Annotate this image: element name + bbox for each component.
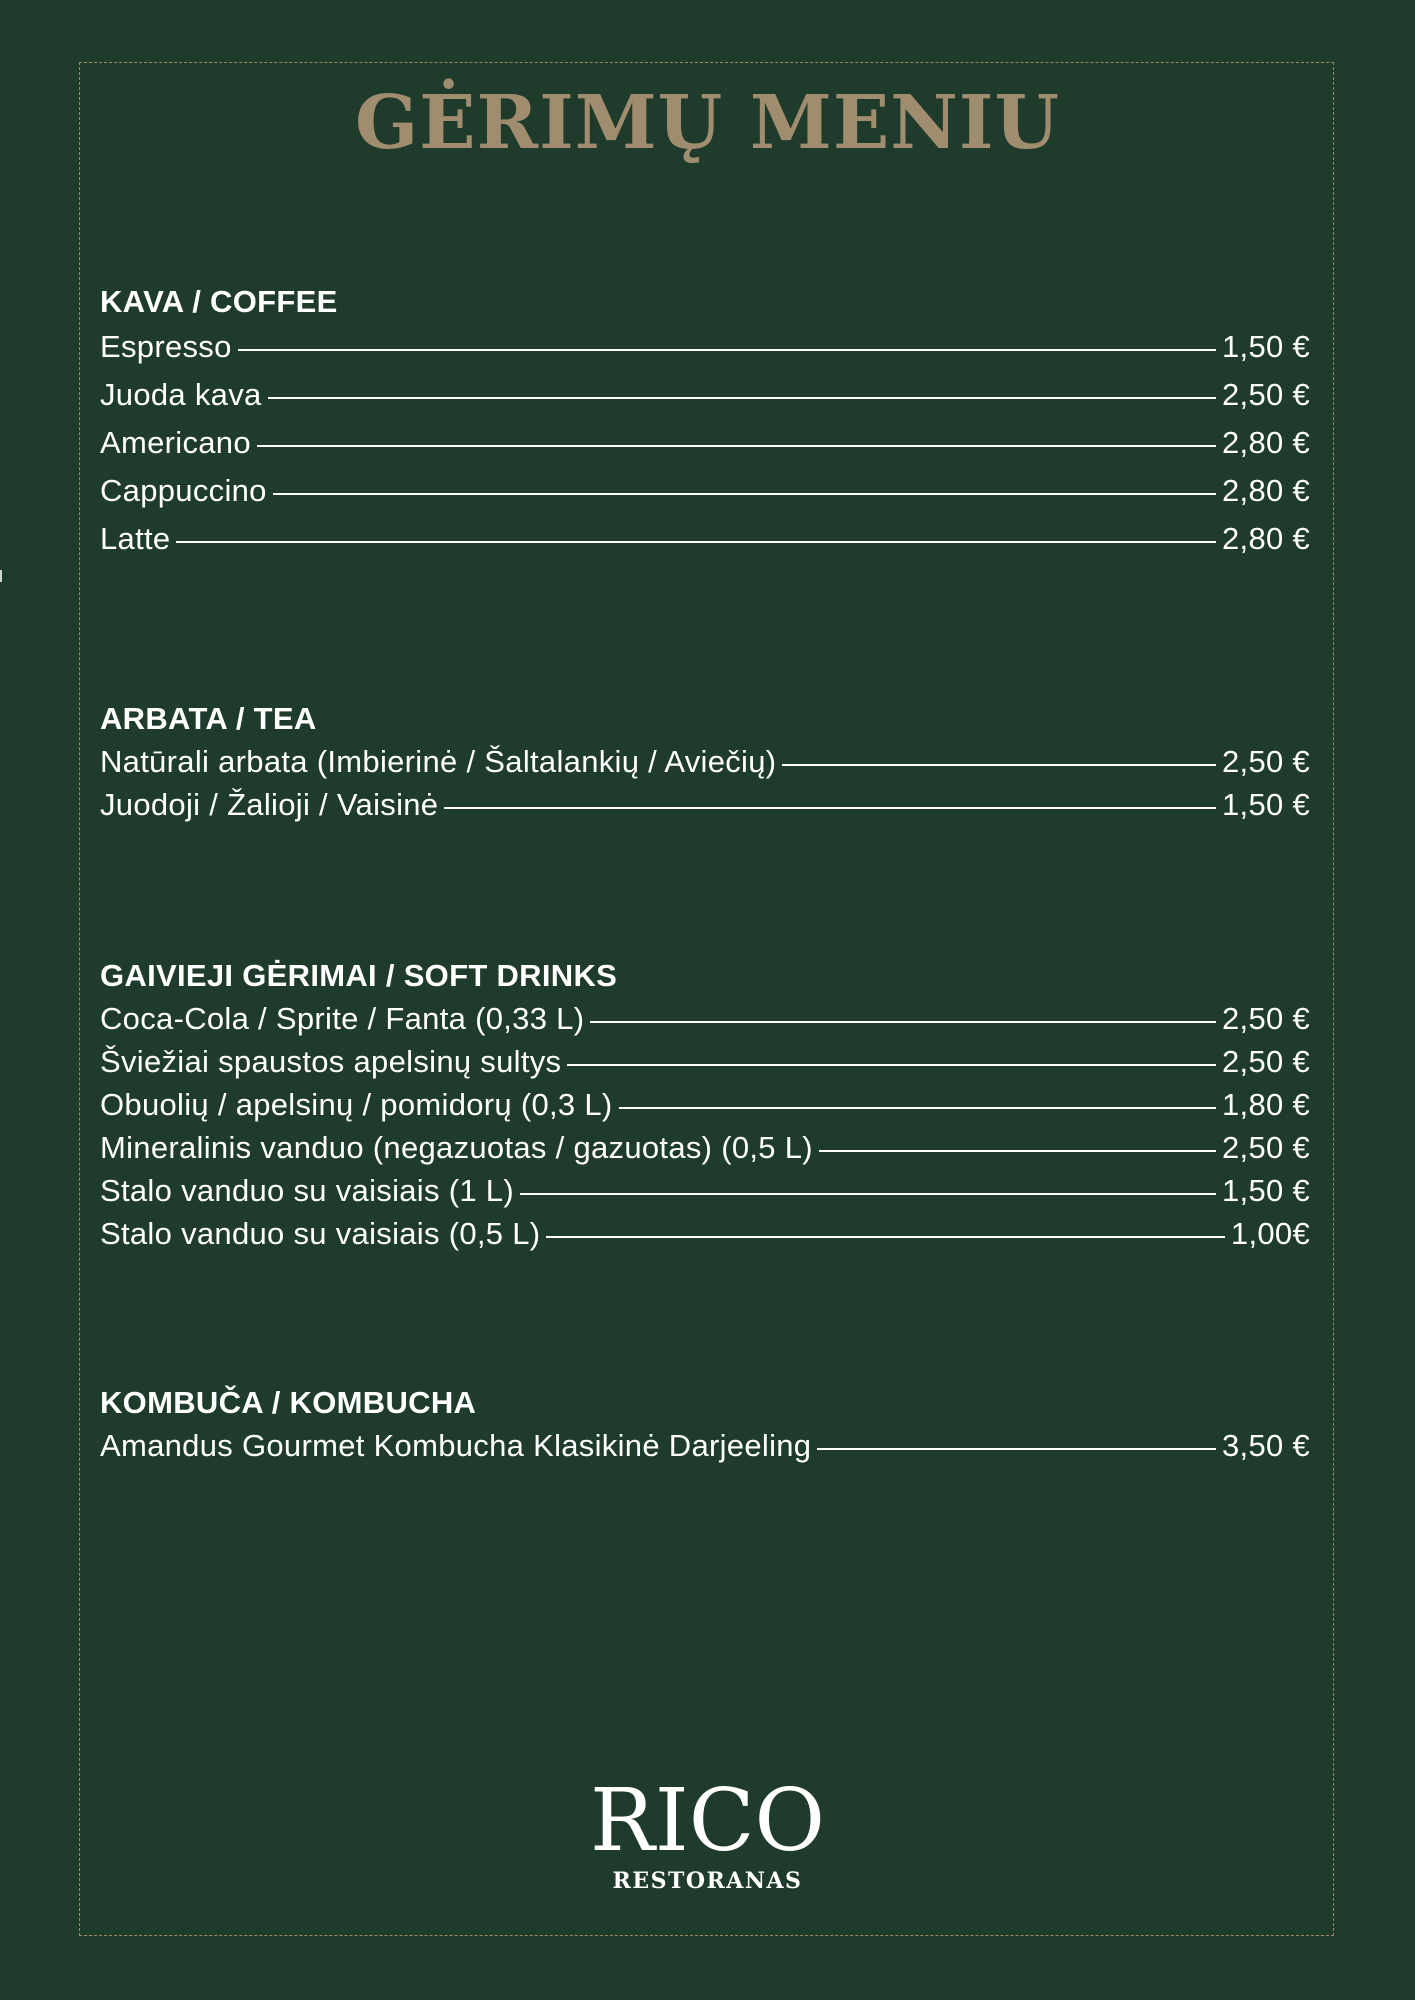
leader-line (273, 493, 1216, 495)
item-price: 1,80 € (1222, 1087, 1310, 1122)
menu-item (100, 783, 1310, 826)
item-price: 2,80 € (1222, 521, 1310, 556)
item-name: Cappuccino (100, 473, 267, 508)
menu-item (100, 515, 1310, 563)
section-soft-drinks (100, 955, 1310, 1255)
leader-line (619, 1107, 1216, 1109)
item-price: 1,00€ (1230, 1216, 1310, 1251)
leader-line (176, 541, 1216, 543)
item-name: Espresso (100, 329, 232, 364)
menu-item (100, 1083, 1310, 1126)
menu-item (100, 1169, 1310, 1212)
leader-line (590, 1021, 1216, 1023)
item-price: 1,50 € (1222, 329, 1310, 364)
item-price: 2,50 € (1222, 1130, 1310, 1165)
menu-item (100, 1212, 1310, 1255)
leader-line (567, 1064, 1216, 1066)
section-kombucha (100, 1382, 1310, 1467)
item-name: Americano (100, 425, 251, 460)
item-name: Šviežiai spaustos apelsinų sultys (100, 1044, 562, 1079)
menu-title: GĖRIMŲ MENIU (354, 80, 1061, 166)
edge-mark (0, 570, 5, 582)
item-name: Mineralinis vanduo (negazuotas / gazuotas) (0,5 L) (100, 1130, 813, 1165)
menu-item (100, 1424, 1310, 1467)
menu-item (100, 467, 1310, 515)
item-price: 2,50 € (1222, 744, 1310, 779)
item-name: Stalo vanduo su vaisiais (0,5 L) (100, 1216, 541, 1251)
section-tea (100, 698, 1310, 826)
leader-line (238, 349, 1216, 351)
item-price: 2,50 € (1222, 1001, 1310, 1036)
leader-line (817, 1448, 1216, 1450)
section-heading: GAIVIEJI GĖRIMAI / SOFT DRINKS (100, 958, 618, 993)
menu-item (100, 997, 1310, 1040)
item-price: 2,80 € (1222, 425, 1310, 460)
item-name: Obuolių / apelsinų / pomidorų (0,3 L) (100, 1087, 613, 1122)
menu-item (100, 371, 1310, 419)
item-price: 1,50 € (1222, 787, 1310, 822)
menu-item (100, 1040, 1310, 1083)
item-name: Amandus Gourmet Kombucha Klasikinė Darjeeling (100, 1428, 812, 1463)
item-name: Coca-Cola / Sprite / Fanta (0,33 L) (100, 1001, 585, 1036)
item-name: Juoda kava (100, 377, 262, 412)
section-coffee (100, 281, 1310, 563)
menu-item (100, 323, 1310, 371)
menu-item (100, 1126, 1310, 1169)
item-name: Stalo vanduo su vaisiais (1 L) (100, 1173, 514, 1208)
item-price: 2,80 € (1222, 473, 1310, 508)
item-name: Latte (100, 521, 171, 556)
section-heading: KOMBUČA / KOMBUCHA (100, 1385, 477, 1420)
restaurant-logo (0, 1771, 1415, 1894)
menu-item (100, 740, 1310, 783)
leader-line (546, 1236, 1225, 1238)
leader-line (782, 764, 1216, 766)
item-name: Natūrali arbata (Imbierinė / Šaltalankių / Aviečių) (100, 744, 777, 779)
logo-subtitle: RESTORANAS (612, 1868, 803, 1894)
item-price: 2,50 € (1222, 1044, 1310, 1079)
item-price: 3,50 € (1222, 1428, 1310, 1463)
item-name: Juodoji / Žalioji / Vaisinė (100, 787, 439, 822)
leader-line (819, 1150, 1216, 1152)
leader-line (520, 1193, 1216, 1195)
logo-brand: RICO (589, 1771, 826, 1871)
leader-line (257, 445, 1216, 447)
section-heading: ARBATA / TEA (100, 701, 317, 736)
item-price: 1,50 € (1222, 1173, 1310, 1208)
section-heading: KAVA / COFFEE (100, 284, 338, 319)
leader-line (268, 397, 1216, 399)
menu-item (100, 419, 1310, 467)
leader-line (444, 807, 1216, 809)
item-price: 2,50 € (1222, 377, 1310, 412)
